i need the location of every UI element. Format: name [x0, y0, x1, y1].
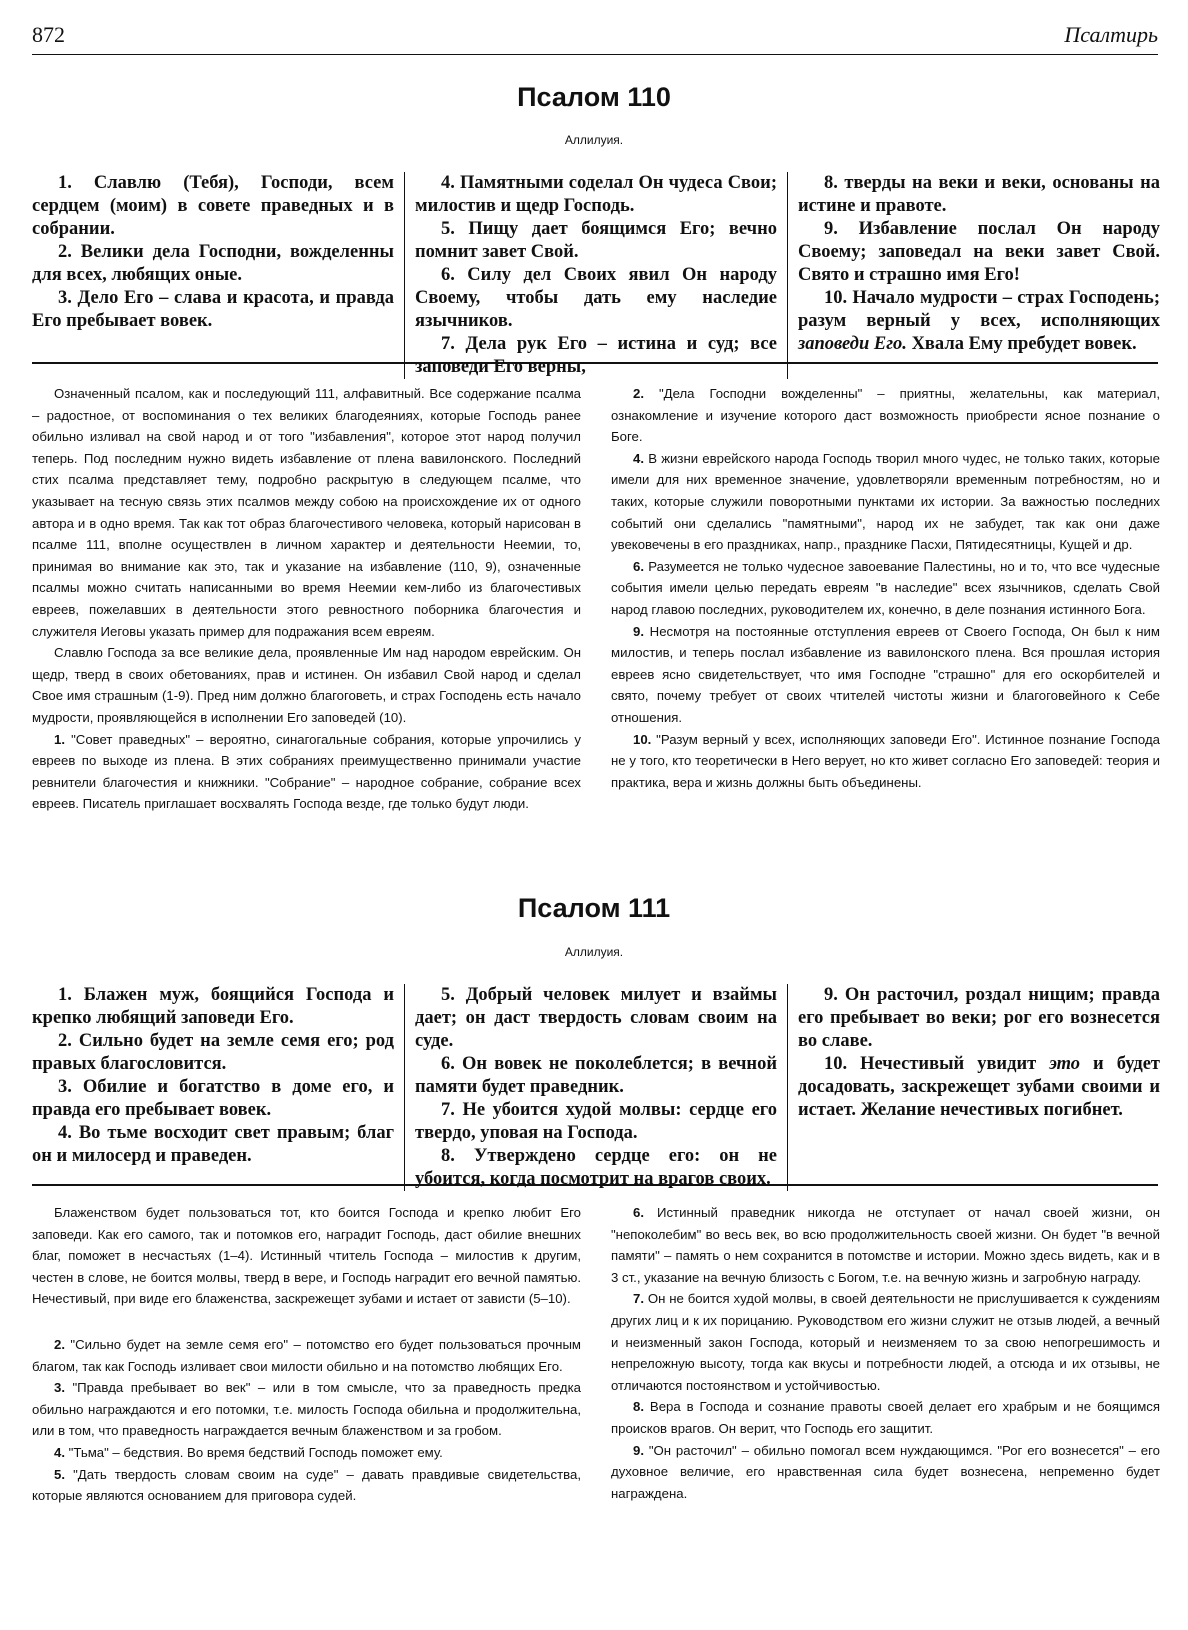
verse: 9. Он расточил, роздал нищим; правда его пребывает во веки; рог его вознесется во славе. — [798, 985, 1160, 1051]
commentary-column-right — [611, 1202, 1160, 1507]
commentary-paragraph: Блаженством будет пользоваться тот, кто боится Господа и крепко любит Его заповеди. Как его самого, так и потомков его, наградит Господь, даст обилие внешних благ, поможет в несчастьях (1–4). Истинный чтитель Господа – милостив к другим, честен в слове, не боится молвы, тверд в вере, и Господь наградит его вечной памятью. Нечестивый, при виде его блаженства, заскрежещет зубами и истает от зависти (5–10). — [32, 1205, 581, 1307]
commentary-paragraph — [611, 621, 1160, 729]
verse-number: 10. — [633, 731, 652, 747]
verse-column-3 — [787, 984, 1160, 1191]
verse-number: 9. — [633, 623, 644, 639]
verse-text: 10. Начало мудрости – страх Господень; разум верный у всех, исполняющих — [798, 288, 1160, 331]
verse: 2. Велики дела Господни, вожделенны для всех, любящих оные. — [32, 242, 394, 285]
commentary-text: "Сильно будет на земле семя его" – потомство его будет пользоваться прочным благом, так как Господь изливает свои милости обильно и на потомство любящих Его. — [32, 1336, 581, 1374]
verse: 2. Сильно будет на земле семя его; род правых благословится. — [32, 1031, 394, 1074]
commentary-text: Вера в Господа и сознание правоты своей делает его храбрым и не боящимся происков врагов. Он верит, что Господь его защитит. — [611, 1399, 1160, 1436]
psalm-111-title: Псалом 111 — [517, 893, 671, 923]
verse-number: 4. — [633, 450, 644, 466]
verse-column-2 — [404, 172, 787, 379]
verse: 3. Дело Его – слава и красота, и правда Его пребывает вовек. — [32, 288, 394, 331]
verse: 8. тверды на веки и веки, основаны на истине и правоте. — [798, 173, 1160, 216]
verse: 5. Добрый человек милует и взаймы дает; он даст твердость словам своим на суде. — [415, 985, 777, 1051]
header-rule — [32, 54, 1158, 55]
commentary-text: Разумеется не только чудесное завоевание Палестины, но и то, что все чудесные события имели целью передать евреям "в наследие" всех язычников, сделать Свой народ главою последних, руководителем их, конечно, в деле познания истинного Бога. — [611, 558, 1160, 617]
verse: 6. Он вовек не поколеблется; в вечной памяти будет праведник. — [415, 1054, 777, 1097]
commentary-text: "Совет праведных" – вероятно, синагогальные собрания, которые упрочились у евреев по выходе из плена. В этих собраниях преимущественно принимали участие ревнители благочестия и книжники. "Собрание" – народное собрание, собрание всех евреев. Писатель приглашает восхвалять Господа везде, где только будут люди. — [32, 731, 581, 812]
verse-text: 10. Нечестивый увидит — [824, 1054, 1037, 1074]
verse: 9. Избавление послал Он народу Своему; заповедал на веки завет Свой. Свято и страшно имя Его! — [798, 219, 1160, 285]
verse: 5. Пищу дает боящимся Его; вечно помнит завет Свой. — [415, 219, 777, 262]
commentary-paragraph: Означенный псалом, как и последующий 111, алфавитный. Все содержание псалма – радостное, от воспоминания о тех великих благодеяниях, которые Господь ранее обильно изливал на свой народ и от того "избавления", которое этот народ получил теперь. Под последним нужно видеть избавление от плена вавилонского. Последний стих псалма представляет тему, подробно раскрытую в следующем псалме, что указывает на тесную связь этих псалмов между собою на происхождение их от одного автора и в одно время. Так как тот образ благочестивого человека, который нарисован в псалме 111, вполне осуществлен в личном характер и деятельности Неемии, то, принимая во внимание как это, так и указание на избавление (110, 9), означенные псалмы можно считать написанными во время Неемии кем-либо из благочестивых евреев, пожелавших в деятельности этого ревностного поборника благочестия и служителя Иеговы указать пример для подражания всем евреям. — [32, 386, 581, 639]
commentary-text: "Дела Господни вожделенны" – приятны, желательны, как материал, ознакомление и изучение которого даст возможность приобрести ясное познание о Боге. — [611, 386, 1160, 445]
commentary-text: "Он расточил" – обильно помогал всем нуждающимся. "Рог его вознесется" – его духовное величие, его нравственная сила будет вознесена, непременно будет награждена. — [611, 1442, 1160, 1501]
verse: 7. Не убоится худой молвы: сердце его твердо, уповая на Господа. — [415, 1100, 777, 1143]
commentary-text: "Правда пребывает во век" – или в том смысле, что за праведность предка обильно награждаются и его потомки, т.е. милость Господа обильна и продолжительна, или в том, что праведность награждается вечным блаженством и за гробом. — [32, 1380, 581, 1439]
verse-number: 9. — [633, 1442, 644, 1458]
verse-number: 6. — [633, 558, 644, 574]
running-header — [32, 22, 1158, 52]
commentary-paragraph — [32, 1464, 581, 1507]
verse-italic-text: это — [1049, 1054, 1081, 1074]
psalm-110-title: Псалом 110 — [517, 82, 671, 112]
commentary-column-left — [32, 383, 581, 815]
verse: 1. Славлю (Тебя), Господи, всем сердцем (моим) в совете праведных и в собрании. — [32, 173, 394, 239]
commentary-text: "Разум верный у всех, исполняющих заповеди Его". Истинное познание Господа не у того, кто теоретически в Него верует, но кто живет согласно Его заповедей: теория и практика, вера и жизнь должны быть объединены. — [611, 731, 1160, 790]
verse-number: 6. — [633, 1205, 644, 1220]
commentary-text: "Дать твердость словам своим на суде" – давать правдивые свидетельства, которые являются основанием для приговора судей. — [32, 1466, 581, 1504]
verse: 8. Утверждено сердце его: он не убоится, когда посмотрит на врагов своих. — [415, 1146, 777, 1189]
verse-text: и будет досадовать, заскрежещет зубами своими и истает. Желание нечестивых погибнет. — [798, 1054, 1160, 1120]
verse-number: 8. — [633, 1399, 644, 1415]
commentary-text: "Тьма" – бедствия. Во время бедствий Господь поможет ему. — [65, 1444, 443, 1460]
verse-column-1 — [32, 984, 404, 1191]
commentary-paragraph — [611, 729, 1160, 794]
verse-number: 7. — [633, 1291, 644, 1307]
psalm-111-superscription: Аллилуия. — [564, 945, 624, 959]
commentary-paragraph — [611, 556, 1160, 621]
commentary-paragraph — [611, 1202, 1160, 1288]
commentary-column-left — [32, 1202, 581, 1507]
verse-number: 5. — [54, 1466, 65, 1482]
psalm-110-commentary — [32, 383, 1160, 815]
commentary-paragraph — [32, 729, 581, 815]
commentary-paragraph — [32, 1334, 581, 1377]
book-title: Псалтирь — [1064, 22, 1158, 47]
commentary-text: Он не боится худой молвы, в своей деятельности не прислушивается к суждениям других лиц и к их порицанию. Руководством его жизни служит не отзыв людей, а вечный и неизменный закон Господа, который и неизменяем то за свою непогрешимость и непреложную высоту, тогда как вкусы и потребности людей, а отсюда и их отзывы, не отличаются постоянством и устойчивостью. — [611, 1291, 1160, 1393]
verse-number: 4. — [54, 1444, 65, 1460]
verse-number: 3. — [54, 1380, 65, 1396]
verse-column-1 — [32, 172, 404, 379]
section-rule — [32, 362, 1158, 364]
commentary-paragraph — [32, 1377, 581, 1442]
commentary-paragraph: Славлю Господа за все великие дела, проявленные Им над народом еврейским. Он щедр, тверд в своих обетованиях, прав и истинен. Он избавил Свой народ и сделал Свое имя страшным (1-9). Пред ним должно благоговеть, и страх Господень есть начало мудрости, проявляющейся в исполнении Его заповедей (10). — [32, 645, 581, 725]
verse-number: 1. — [54, 731, 65, 747]
verse: 3. Обилие и богатство в доме его, и правда его пребывает вовек. — [32, 1077, 394, 1120]
verse: 1. Блажен муж, боящийся Господа и крепко любящий заповеди Его. — [32, 985, 394, 1028]
commentary-paragraph — [611, 448, 1160, 556]
psalm-110-superscription: Аллилуия. — [564, 133, 624, 147]
commentary-paragraph — [611, 1440, 1160, 1505]
commentary-text: Истинный праведник никогда не отступает от начал своей жизни, он "непоколебим" во весь век, во всю продолжительность своей жизни. Он будет "в вечной памяти" – память о нем сохранится в потомстве и истории. Можно здесь видеть, как и в 3 ст., указание на вечную близость с Богом, т.е. на вечную жизнь и загробную награду. — [611, 1205, 1160, 1285]
commentary-paragraph — [32, 1442, 581, 1464]
psalm-110-verses — [32, 172, 1160, 379]
commentary-text: В жизни еврейского народа Господь творил много чудес, не только таких, которые имели для них временное значение, удовлетворяли временным потребностям, но и таких, которые служили поворотными пунктами их истории. За важностью последних событий они сделались "памятными", народ их не забудет, так как они даже увековечены в его праздниках, напр., празднике Пасхи, Пятидесятницы, Кущей и др. — [611, 450, 1160, 553]
verse: 4. Во тьме восходит свет правым; благ он и милосерд и праведен. — [32, 1123, 394, 1166]
commentary-column-right — [611, 383, 1160, 815]
verse-text: Хвала Ему пребудет вовек. — [911, 334, 1137, 354]
verse-number: 2. — [54, 1336, 65, 1352]
verse: 7. Дела рук Его – истина и суд; все заповеди Его верны, — [415, 334, 777, 377]
psalm-111-commentary — [32, 1202, 1160, 1507]
commentary-text: Несмотря на постоянные отступления евреев от Своего Господа, Он был к ним милостив, и теперь послал избавление из вавилонского плена. Вся прошлая история евреев ясно свидетельствует, что имя Господне "страшно" для его оскорбителей и свято, почему требует от своих чтителей чистоты жизни и благоговейного к Себе отношения. — [611, 623, 1160, 725]
psalm-111-verses — [32, 984, 1160, 1191]
verse: 4. Памятными соделал Он чудеса Свои; милостив и щедр Господь. — [415, 173, 777, 216]
section-rule — [32, 1184, 1158, 1186]
verse-number: 2. — [633, 386, 644, 401]
verse-italic-text: заповеди Его. — [798, 334, 907, 354]
verse: 6. Силу дел Своих явил Он народу Своему, чтобы дать ему наследие язычников. — [415, 265, 777, 331]
commentary-paragraph — [611, 1288, 1160, 1396]
verse — [798, 1053, 1160, 1122]
verse — [798, 287, 1160, 356]
commentary-paragraph — [611, 383, 1160, 448]
commentary-paragraph — [611, 1396, 1160, 1439]
verse-column-3 — [787, 172, 1160, 379]
verse-column-2 — [404, 984, 787, 1191]
page-number: 872 — [32, 22, 65, 47]
